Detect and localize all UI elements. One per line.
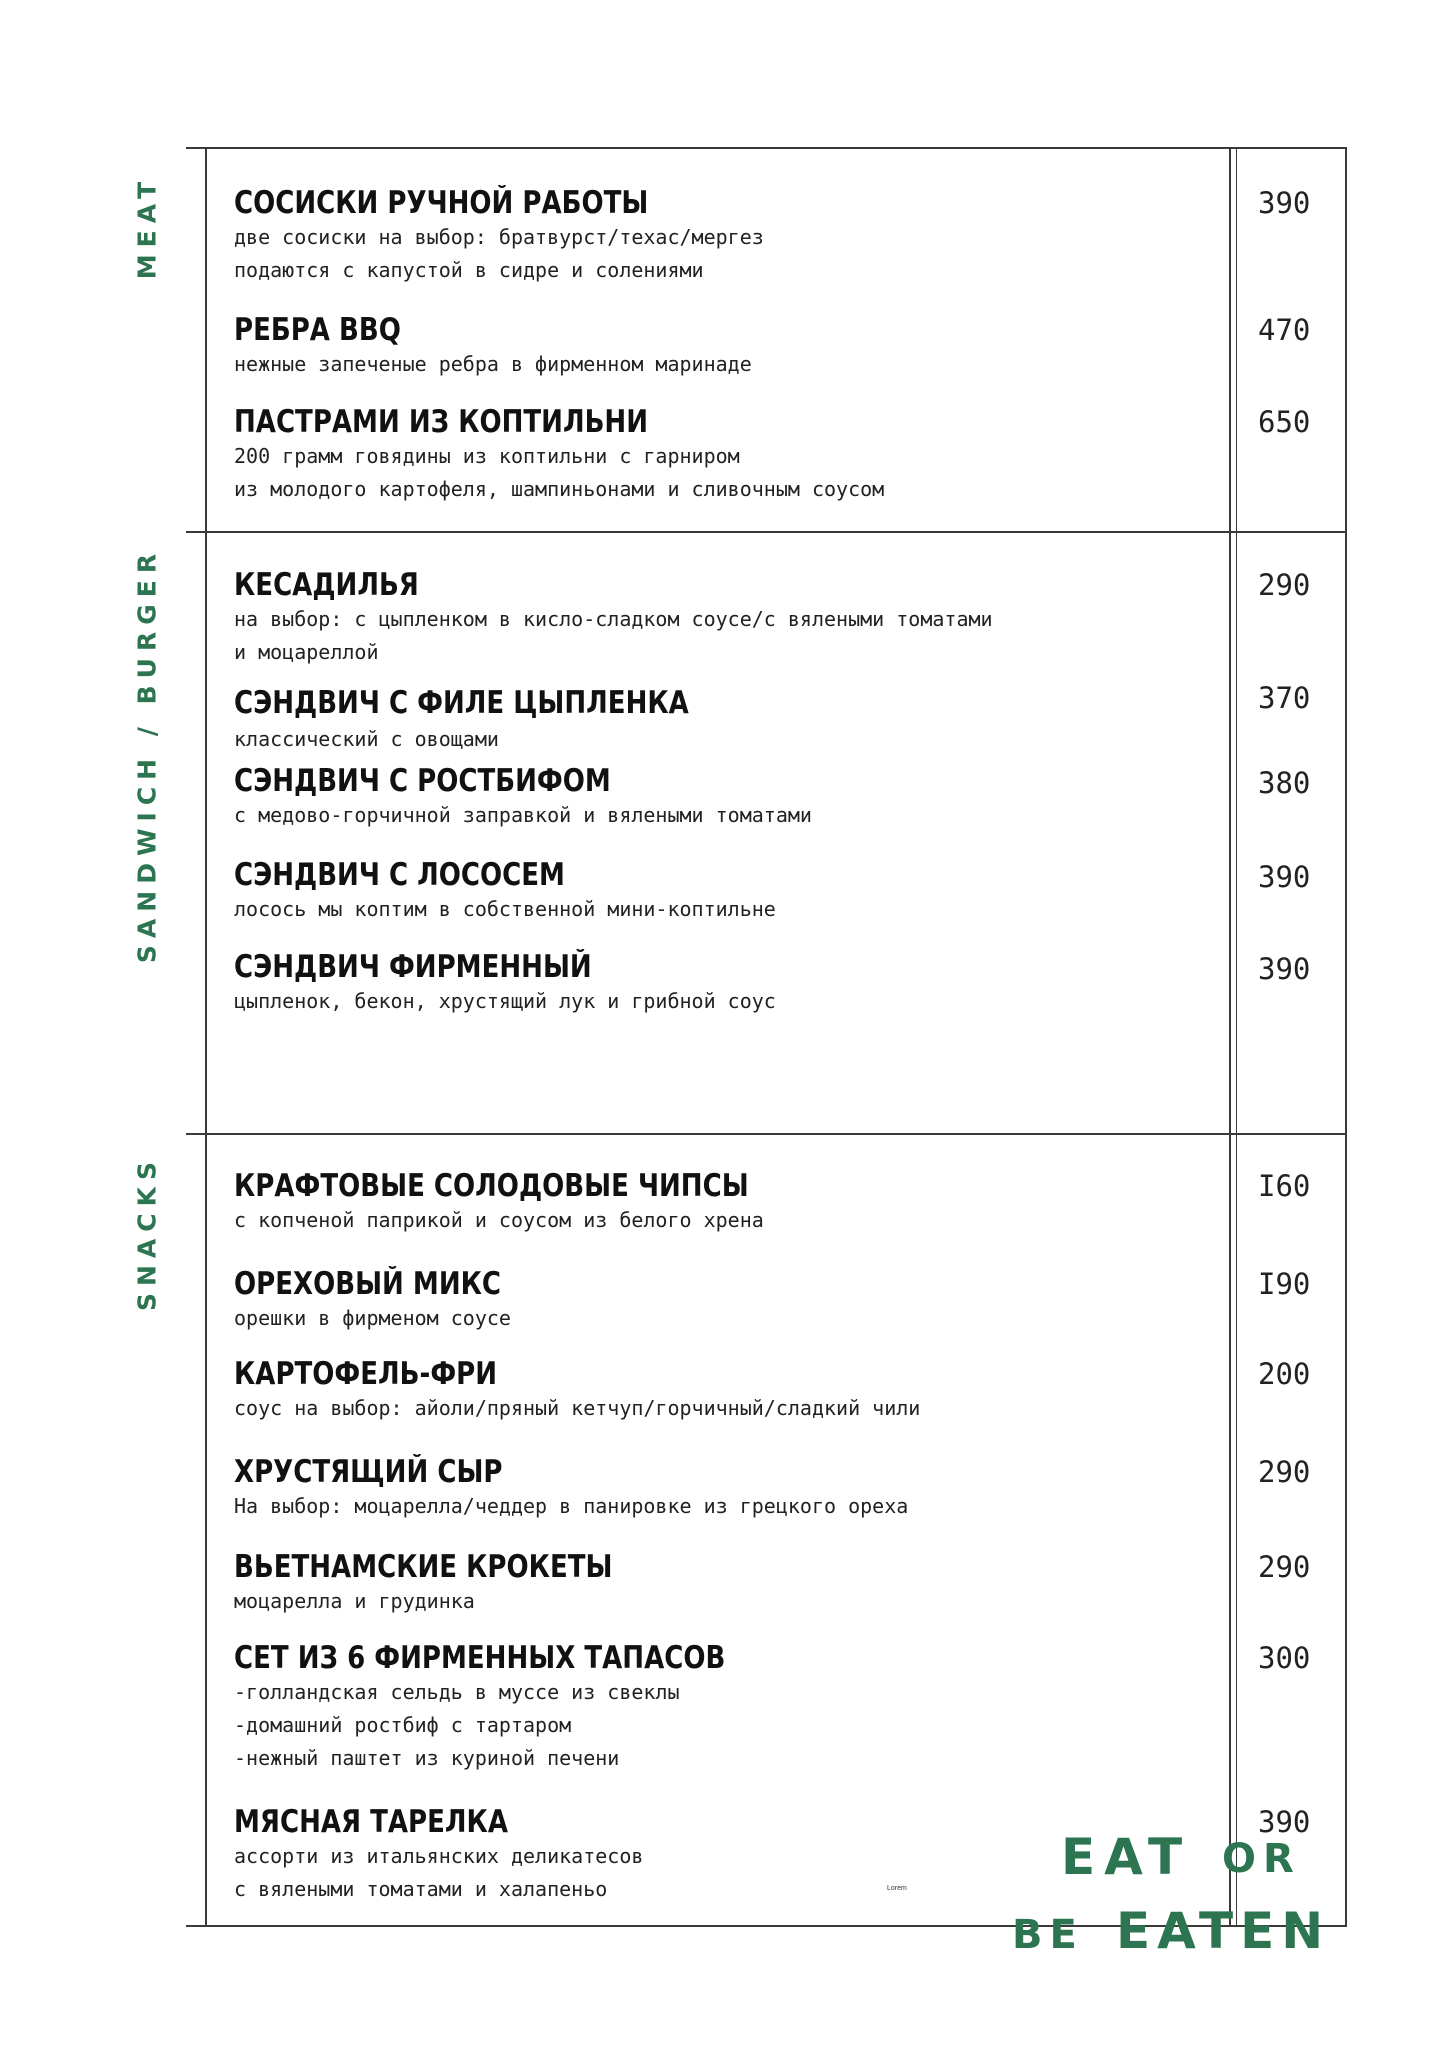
slogan-or: OR xyxy=(1222,1836,1301,1882)
slogan-be: BE xyxy=(1012,1912,1084,1958)
price-sausages: 390 xyxy=(1258,186,1311,220)
price-chicken-sandwich: 370 xyxy=(1258,681,1311,715)
item-name: ОРЕХОВЫЙ МИКС xyxy=(234,1266,502,1302)
menu-item-ribs xyxy=(234,311,1234,382)
slogan-eat: EAT xyxy=(1061,1828,1192,1886)
section-divider-meat xyxy=(186,531,1347,533)
menu-item-crispy-cheese xyxy=(234,1453,1234,1524)
item-desc: подаются с капустой в сидре и солениями xyxy=(234,258,704,282)
menu-item-fries xyxy=(234,1355,1234,1426)
item-name: СЭНДВИЧ С ЛОСОСЕМ xyxy=(234,857,565,893)
item-desc: орешки в фирменом соусе xyxy=(234,1306,511,1330)
item-name: МЯСНАЯ ТАРЕЛКА xyxy=(234,1804,508,1840)
item-desc: -голландская сельдь в муссе из свеклы xyxy=(234,1680,680,1704)
item-desc: классический с овощами xyxy=(234,727,499,751)
price-quesadilla: 290 xyxy=(1258,568,1311,602)
item-desc: -нежный паштет из куриной печени xyxy=(234,1746,620,1770)
item-name: СЭНДВИЧ С ФИЛЕ ЦЫПЛЕНКА xyxy=(234,685,689,721)
item-name: ХРУСТЯЩИЙ СЫР xyxy=(234,1454,503,1490)
item-desc: с копченой паприкой и соусом из белого хрена xyxy=(234,1208,764,1232)
price-pastrami: 650 xyxy=(1258,405,1311,439)
menu-item-chicken-sandwich xyxy=(234,684,1234,752)
price-meat-plate: 390 xyxy=(1258,1805,1311,1839)
item-desc: и моцареллой xyxy=(234,640,379,664)
item-desc: с вялеными томатами и халапеньо xyxy=(234,1877,608,1901)
footnote-text: Lorem xyxy=(887,1885,907,1892)
menu-item-quesadilla xyxy=(234,566,1234,670)
menu-item-roastbeef-sandwich xyxy=(234,762,1234,833)
price-tapas-set: 300 xyxy=(1258,1641,1311,1675)
menu-item-pastrami xyxy=(234,403,1234,507)
price-salmon-sandwich: 390 xyxy=(1258,860,1311,894)
item-name: СЕТ ИЗ 6 ФИРМЕННЫХ ТАПАСОВ xyxy=(234,1640,726,1676)
item-name: КРАФТОВЫЕ СОЛОДОВЫЕ ЧИПСЫ xyxy=(234,1168,749,1204)
item-name: КАРТОФЕЛЬ-ФРИ xyxy=(234,1356,498,1392)
section-label-snacks-text: SNACKS xyxy=(132,1154,162,1312)
price-nut-mix: I90 xyxy=(1258,1267,1311,1301)
item-name: РЕБРА BBQ xyxy=(234,312,401,348)
frame-right-border xyxy=(1345,147,1347,1927)
item-desc: цыпленок, бекон, хрустящий лук и грибной соус xyxy=(234,989,776,1013)
item-desc: -домашний ростбиф с тартаром xyxy=(234,1713,572,1737)
menu-item-croquettes xyxy=(234,1548,1234,1619)
menu-item-nut-mix xyxy=(234,1265,1234,1336)
item-desc: из молодого картофеля, шампиньонами и сливочным соусом xyxy=(234,477,885,501)
menu-item-sausages xyxy=(234,184,1234,288)
item-desc: нежные запеченые ребра в фирменном маринаде xyxy=(234,352,752,376)
price-column-divider-inner xyxy=(1236,149,1237,1925)
item-desc: лосось мы коптим в собственной мини-коптильне xyxy=(234,897,776,921)
frame-top-border xyxy=(186,147,1347,149)
item-name: СОСИСКИ РУЧНОЙ РАБОТЫ xyxy=(234,185,649,221)
price-croquettes: 290 xyxy=(1258,1550,1311,1584)
section-divider-sandwich xyxy=(186,1133,1347,1135)
item-name: ВЬЕТНАМСКИЕ КРОКЕТЫ xyxy=(234,1549,613,1585)
item-desc: две сосиски на выбор: братвурст/техас/мергез xyxy=(234,225,764,249)
item-name: СЭНДВИЧ ФИРМЕННЫЙ xyxy=(234,949,592,985)
menu-item-tapas-set xyxy=(234,1639,1234,1776)
menu-item-salmon-sandwich xyxy=(234,856,1234,927)
menu-item-signature-sandwich xyxy=(234,948,1234,1019)
item-name: ПАСТРАМИ ИЗ КОПТИЛЬНИ xyxy=(234,404,649,440)
slogan-eaten: EATEN xyxy=(1116,1902,1331,1960)
section-label-sandwich-text: SANDWICH / BURGER xyxy=(132,546,162,964)
price-roastbeef-sandwich: 380 xyxy=(1258,766,1311,800)
frame-left-border xyxy=(205,149,207,1925)
price-crispy-cheese: 290 xyxy=(1258,1455,1311,1489)
item-name: КЕСАДИЛЬЯ xyxy=(234,567,419,603)
menu-item-chips xyxy=(234,1167,1234,1238)
item-desc: 200 грамм говядины из коптильни с гарниром xyxy=(234,444,740,468)
item-desc: моцарелла и грудинка xyxy=(234,1589,475,1613)
price-fries: 200 xyxy=(1258,1357,1311,1391)
price-ribs: 470 xyxy=(1258,313,1311,347)
price-chips: I60 xyxy=(1258,1169,1311,1203)
item-desc: соус на выбор: айоли/пряный кетчуп/горчичный/сладкий чили xyxy=(234,1396,921,1420)
section-label-meat-text: MEAT xyxy=(132,174,162,280)
item-desc: На выбор: моцарелла/чеддер в панировке из грецкого ореха xyxy=(234,1494,909,1518)
item-desc: ассорти из итальянских деликатесов xyxy=(234,1844,644,1868)
item-desc: на выбор: с цыпленком в кисло-сладком соусе/с вялеными томатами xyxy=(234,607,993,631)
price-signature-sandwich: 390 xyxy=(1258,952,1311,986)
item-name: СЭНДВИЧ С РОСТБИФОМ xyxy=(234,763,611,799)
item-desc: с медово-горчичной заправкой и вялеными томатами xyxy=(234,803,812,827)
